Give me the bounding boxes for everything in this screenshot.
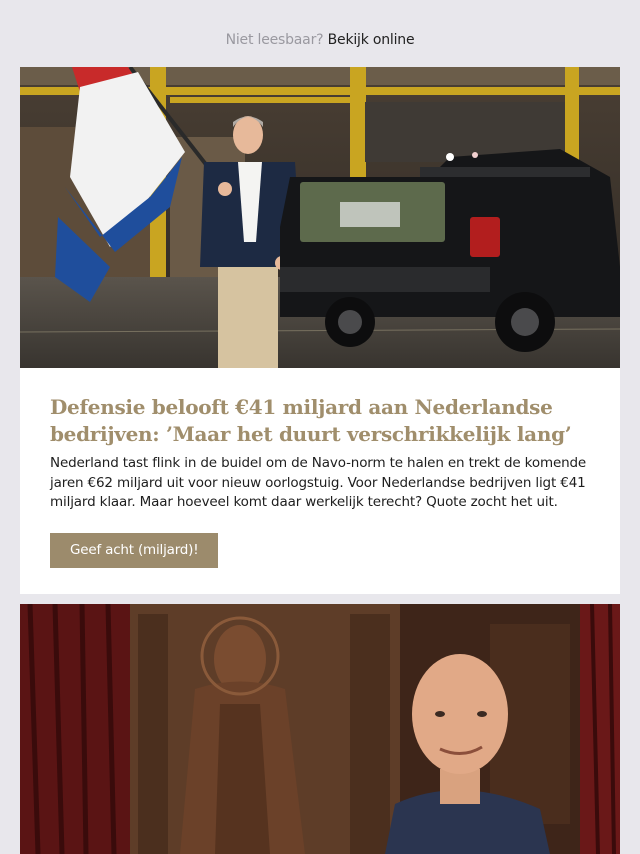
- article-image[interactable]: [20, 67, 620, 368]
- article-headline[interactable]: Defensie belooft €41 miljard aan Nederlandse bedrijven: ’Maar het duurt verschrikkelijk lang’: [50, 395, 572, 446]
- unreadable-text: Niet leesbaar?: [225, 32, 324, 48]
- article-summary: Nederland tast flink in de buidel om de Navo-norm te halen en trekt de komende jaren €62 miljard uit voor nieuw oorlogstuig. Voor Nederlandse bedrijven ligt €41 miljard klaar. Maar hoeveel komt daar werkelijk terecht? Quote zocht het uit.: [50, 455, 587, 510]
- read-more-button[interactable]: Geef acht (miljard)!: [50, 533, 218, 568]
- article-image[interactable]: [20, 604, 620, 854]
- article-card: [20, 67, 620, 594]
- article-body: [20, 368, 620, 568]
- hero-illustration: [20, 67, 620, 368]
- hero-illustration: [20, 604, 620, 854]
- view-online-link[interactable]: Bekijk online: [327, 32, 415, 48]
- article-card: [20, 604, 620, 854]
- preheader: [0, 0, 640, 67]
